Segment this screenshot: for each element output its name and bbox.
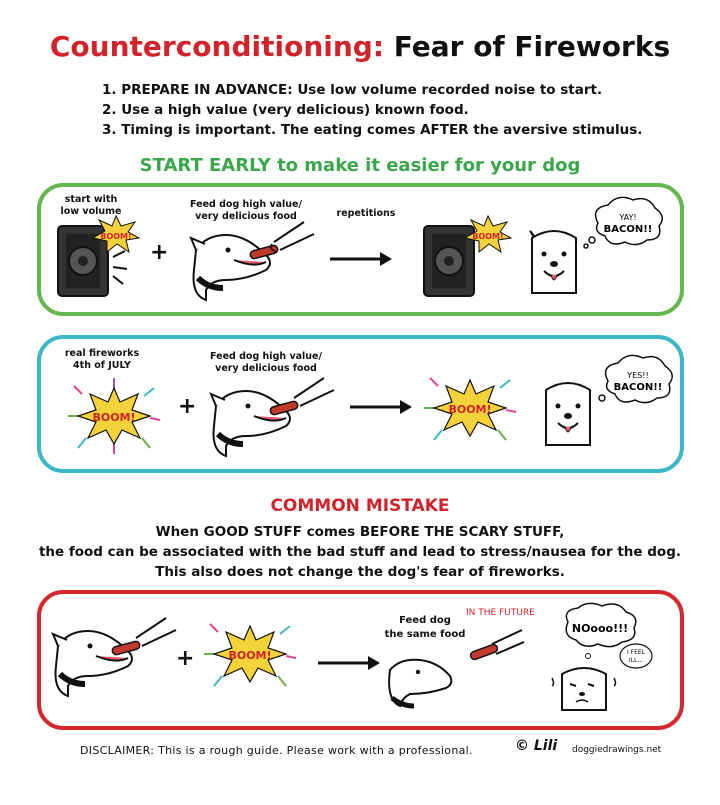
- arrow-icon: [318, 656, 380, 670]
- caption-line: Feed dog high value/: [210, 351, 322, 362]
- small-bubble-line-2: ILL...: [628, 657, 644, 664]
- start-early-heading: START EARLY to make it easier for your dog: [139, 155, 581, 176]
- boom-text: BOOM!: [448, 403, 492, 416]
- caption-line: very delicious food: [215, 363, 317, 374]
- caption-feed-dog: [196, 351, 336, 375]
- bubble-line-1: YES!!: [627, 371, 649, 380]
- small-bubble-line-1: I FEEL: [626, 649, 646, 656]
- caption-line: start with: [64, 194, 118, 205]
- happy-dog-icon: [538, 378, 598, 458]
- plus-sign: +: [176, 646, 195, 671]
- caption-line: Feed dog: [399, 615, 451, 626]
- bubble-line-2: BACON!!: [603, 224, 653, 235]
- caption-line: real fireworks: [64, 348, 140, 359]
- boom-text: BOOM!: [92, 411, 136, 424]
- caption-line: Feed dog high value/: [190, 199, 302, 210]
- caption-repetitions: repetitions: [336, 208, 396, 219]
- step-3: 3. Timing is important. The eating comes AFTER the aversive stimulus.: [102, 122, 643, 138]
- arrow-icon: [350, 400, 412, 414]
- firework-boom-icon: [420, 368, 520, 448]
- thought-bubble: [588, 198, 668, 253]
- title-part1: Counterconditioning:: [49, 30, 385, 63]
- caption-feed-same-food: [380, 614, 470, 642]
- firework-boom-icon: [200, 614, 300, 694]
- food-hand-icon: [466, 630, 526, 670]
- dog-eating-icon: [188, 220, 318, 305]
- caption-line: low volume: [60, 206, 122, 217]
- common-mistake-heading: COMMON MISTAKE: [270, 496, 450, 516]
- signature-logo: © Lili: [515, 738, 558, 754]
- mistake-text: [0, 522, 720, 582]
- boom-star-icon: [465, 216, 511, 252]
- bubble-line-2: BACON!!: [613, 382, 663, 393]
- boom-text: BOOM!: [100, 232, 132, 241]
- mistake-line-1: When GOOD STUFF comes BEFORE THE SCARY STUFF,: [155, 524, 565, 540]
- caption-line: 4th of JULY: [73, 360, 131, 371]
- boom-text: BOOM!: [472, 232, 504, 241]
- mistake-line-2: the food can be associated with the bad stuff and lead to stress/nausea for the dog.: [38, 544, 682, 560]
- boom-text: BOOM!: [228, 649, 272, 662]
- sick-dog-icon: [548, 604, 658, 714]
- firework-boom-icon: [64, 376, 164, 456]
- arrow-icon: [330, 252, 392, 266]
- caption-real-fireworks: [55, 348, 149, 372]
- title-part2: Fear of Fireworks: [393, 30, 671, 63]
- mistake-line-3: This also does not change the dog's fear of fireworks.: [155, 564, 565, 580]
- caption-start-low-volume: [50, 194, 132, 218]
- bubble-text: NOooo!!!: [571, 622, 629, 635]
- dog-eating-icon: [208, 376, 338, 461]
- steps-list: [102, 80, 642, 140]
- plus-sign: +: [178, 394, 197, 419]
- website-link[interactable]: doggiedrawings.net: [572, 745, 662, 755]
- page-title: [0, 30, 720, 63]
- plus-sign: +: [150, 240, 169, 265]
- dog-eating-icon: [50, 616, 180, 701]
- boom-star-icon: [93, 216, 139, 252]
- thought-bubble: [598, 356, 678, 411]
- in-the-future-label: IN THE FUTURE: [466, 608, 535, 618]
- step-1: 1. PREPARE IN ADVANCE: Use low volume recorded noise to start.: [102, 82, 603, 98]
- caption-line: the same food: [384, 629, 466, 640]
- happy-dog-icon: [524, 226, 584, 306]
- disclaimer-text: DISCLAIMER: This is a rough guide. Please work with a professional.: [80, 744, 473, 757]
- step-2: 2. Use a high value (very delicious) known food.: [102, 102, 469, 118]
- bubble-line-1: YAY!: [619, 213, 637, 222]
- dog-icon: [382, 650, 462, 710]
- caption-line: very delicious food: [195, 211, 297, 222]
